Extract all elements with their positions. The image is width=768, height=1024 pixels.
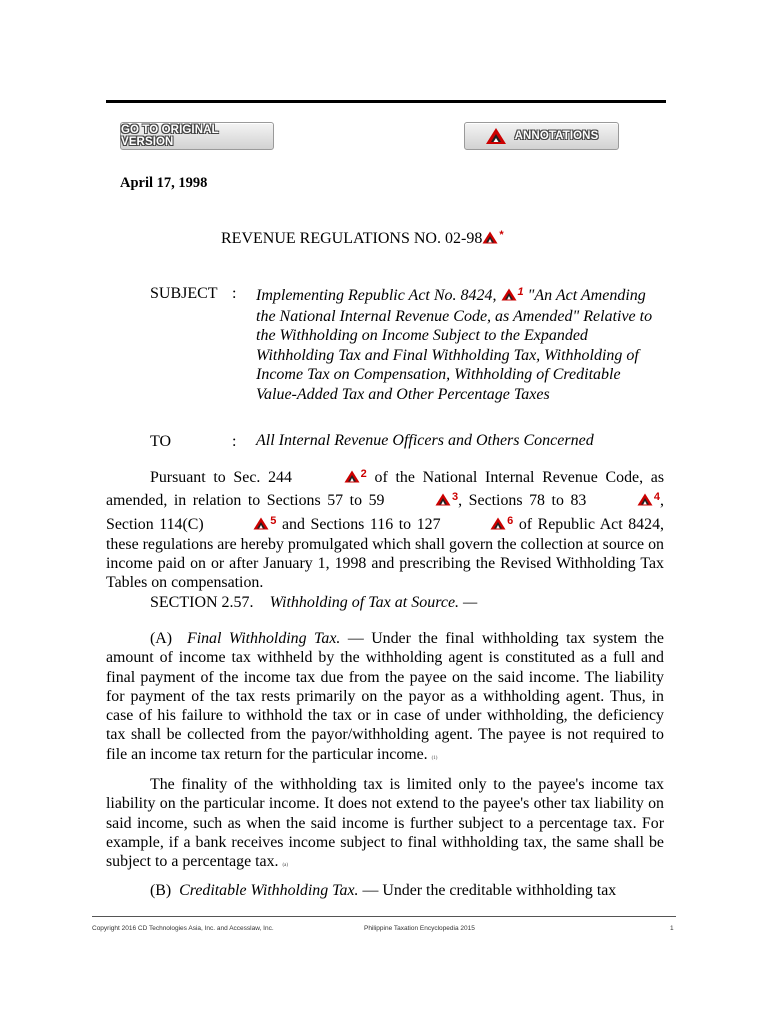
go-to-original-label: GO TO ORIGINAL VERSION — [121, 124, 219, 148]
footnote-ref[interactable]: (1) — [431, 755, 438, 761]
paragraph-finality — [106, 775, 664, 875]
annotation-marker-icon[interactable] — [209, 516, 269, 535]
section-heading — [150, 594, 477, 612]
footer-encyclopedia: Philippine Taxation Encyclopedia 2015 — [364, 925, 475, 932]
para1-text: of Republic Act 8424, these regulations are hereby promulgated which shall govern the collection at source on income paid on or after January 1, 1998 and prescribing the Revised Withholding Tax Tables on compensation. — [106, 515, 664, 592]
top-rule — [106, 100, 666, 103]
annotation-marker-icon[interactable] — [482, 231, 498, 249]
subject-colon: : — [232, 285, 237, 302]
to-label: TO — [150, 433, 172, 450]
annotation-marker-icon[interactable] — [593, 492, 653, 511]
paragraph-pursuant — [106, 465, 664, 593]
para-b-heading: Creditable Withholding Tax. — [179, 882, 359, 899]
paragraph-final-withholding — [106, 629, 664, 768]
annotations-label: ANNOTATIONS — [514, 130, 599, 142]
subject-text — [256, 283, 656, 404]
para-b-label: (B) — [150, 882, 172, 899]
para1-text: and Sections 116 to 127 — [276, 515, 447, 533]
regulation-title-text: REVENUE REGULATIONS NO. 02-98 — [221, 230, 483, 247]
document-date: April 17, 1998 — [120, 175, 208, 191]
footer-copyright: Copyright 2016 CD Technologies Asia, Inc. and Accesslaw, Inc. — [92, 925, 274, 932]
para-b-text: — Under the creditable withholding tax — [358, 882, 617, 899]
annotation-marker-icon[interactable] — [391, 492, 451, 511]
para-a-label: (A) — [150, 630, 173, 647]
para1-text: of the National Internal Revenue Code, as amended, in relation to Sections 57 to 59 — [106, 469, 665, 510]
annotation-marker-icon[interactable] — [446, 516, 506, 535]
annotation-number[interactable]: 6 — [507, 514, 514, 527]
subject-text-1: Implementing Republic Act No. 8424, — [256, 287, 497, 304]
section-number: SECTION 2.57. — [150, 594, 254, 611]
paragraph-creditable-withholding — [106, 881, 664, 900]
para1-text: Pursuant to Sec. 244 — [150, 469, 300, 486]
annotations-button[interactable] — [464, 122, 619, 150]
regulation-title — [221, 229, 504, 249]
para1-text: , Sections 78 to 83 — [458, 492, 593, 510]
annotation-number[interactable]: * — [499, 229, 504, 241]
annotation-marker-icon[interactable] — [300, 469, 360, 488]
annotation-number[interactable]: 4 — [653, 491, 661, 504]
annotation-number[interactable]: 3 — [452, 491, 459, 504]
footer-page-number: 1 — [670, 925, 674, 932]
footer-rule — [92, 916, 676, 917]
section-title: Withholding of Tax at Source. — — [269, 594, 478, 611]
para-a-text: — Under the final withholding tax system the amount of income tax withheld by the withholding agent is constituted as a full and final payment of the income tax due from the payee on the said income. The liability for payment of the tax rests primarily on the payor as a withholding agent. Thus, in case of his failure to withhold the tax or in case of under withholding, the deficiency tax shall be collected from the payor/withholding agent. The payee is not required to file an income tax return for the particular income. — [106, 630, 664, 763]
annotation-icon — [485, 127, 507, 145]
subject-label: SUBJECT — [150, 285, 218, 302]
to-colon: : — [232, 433, 237, 450]
para-a-heading: Final Withholding Tax. — [186, 630, 341, 647]
annotation-number[interactable]: 5 — [270, 514, 277, 527]
to-text: All Internal Revenue Officers and Others Concerned — [256, 432, 594, 449]
finality-text: The finality of the withholding tax is limited only to the payee's income tax liability on the particular income. It does not extend to the payee's other tax liability on said income, such as when the said income is further subject to a percentage tax. For example, if a bank receives income subject to final withholding tax, the same shall be subject to a percentage tax. — [106, 776, 664, 871]
para1-text: , Section 114(C) — [106, 492, 665, 533]
annotation-number[interactable]: 2 — [360, 468, 367, 480]
footnote-ref[interactable]: (a) — [282, 863, 289, 869]
annotation-number[interactable]: 1 — [517, 286, 524, 298]
annotation-marker-icon[interactable] — [501, 287, 517, 307]
go-to-original-version-button[interactable] — [120, 122, 274, 150]
subject-text-2: "An Act Amending the National Internal Revenue Code, as Amended" Relative to the Withholding on Income Subject to the Expanded Withholding Tax and Final Withholding Tax, Withholding of Income Tax on Compensation, Withholding of Creditable Value-Added Tax and Other Percentage Taxes — [256, 287, 653, 403]
